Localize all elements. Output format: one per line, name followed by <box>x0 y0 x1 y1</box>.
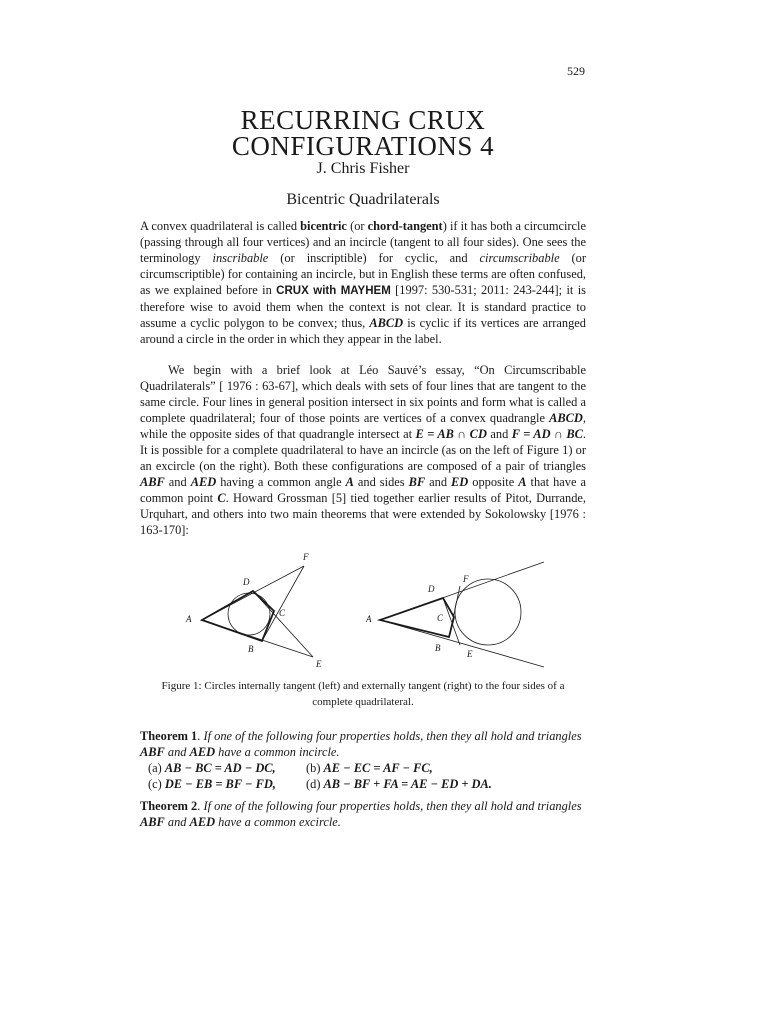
property-row-1: (a) AB − BC = AD − DC, (b) AE − EC = AF − FC, <box>148 761 433 775</box>
label-a: A <box>186 614 192 624</box>
label-d: D <box>243 577 250 587</box>
line-a-e-ext <box>380 620 544 667</box>
theorem-2: Theorem 2. If one of the following four properties holds, then they all hold and triangles ABF and AED have a common excircle. <box>140 799 582 829</box>
label-f-r: F <box>463 574 469 584</box>
label-a-r: A <box>366 614 372 624</box>
right-diagram <box>365 562 544 667</box>
label-f: F <box>303 552 309 562</box>
paragraph-1: A convex quadrilateral is called bicentric (or chord-tangent) if it has both a circumcircle (passing through all four vertices) and an incircle (tangent to all four sides). One sees the terminology inscribable (or inscriptible) for cyclic, and circumscribable (or circumscriptible) for containing an incircle, but in English these terms are often confused, as we explained before in CRUX with MAYHEM [1997: 530-531; 2011: 243-244]; it is therefore wise to avoid them when the context is not clear. It is standard practice to assume a cyclic polygon to be convex; thus, ABCD is cyclic if its vertices are arranged around a circle in the order in which they appear in the label. <box>140 219 587 346</box>
excircle <box>455 579 521 645</box>
label-c: C <box>279 608 286 618</box>
left-diagram <box>185 552 322 669</box>
line-d-e-r <box>443 598 460 645</box>
incircle <box>228 593 270 635</box>
figure-caption: Figure 1: Circles internally tangent (left) and externally tangent (right) to the four sides of a complete quadrilateral. <box>161 680 565 708</box>
label-b-r: B <box>435 643 441 653</box>
label-e-r: E <box>467 649 473 659</box>
article-title <box>140 107 586 159</box>
title-line-1: RECURRING CRUX <box>240 105 486 135</box>
label-c-r: C <box>437 613 444 623</box>
label-b: B <box>248 644 254 654</box>
theorem-1-properties <box>148 760 588 792</box>
property-row-2: (c) DE − EB = BF − FD, (d) AB − BF + FA = AE − ED + DA. <box>148 777 492 791</box>
author: J. Chris Fisher <box>316 160 410 177</box>
theorem-1: Theorem 1. If one of the following four properties holds, then they all hold and triangles ABF and AED have a common incircle. <box>140 729 582 759</box>
section-subtitle: Bicentric Quadrilaterals <box>286 191 440 208</box>
figure-1 <box>140 548 586 678</box>
page-number: 529 <box>567 64 585 78</box>
label-d-r: D <box>428 584 435 594</box>
label-e: E <box>316 659 322 669</box>
paragraph-2: We begin with a brief look at Léo Sauvé’s essay, “On Circumscribable Quadrilaterals” [ 1976 : 63-67], which deals with sets of four lines that are tangent to the same circle. Four lines in general position intersect in six points and form what is called a complete quadrilateral; four of those points are vertices of a convex quadrangle ABCD, while the opposite sides of that quadrangle intersect at E = AB ∩ CD and F = AD ∩ BC. It is possible for a complete quadrilateral to have an incircle (as on the left of Figure 1) or an excircle (on the right). Both these configurations are composed of a pair of triangles ABF and AED having a common angle A and sides BF and ED opposite A that have a common point C. Howard Grossman [5] tied together earlier results of Pitot, Durrande, Urquhart, and others into two main theorems that were extended by Sokolowsky [1976 : 163-170]: <box>140 363 587 537</box>
title-line-2: CONFIGURATIONS 4 <box>231 131 495 161</box>
